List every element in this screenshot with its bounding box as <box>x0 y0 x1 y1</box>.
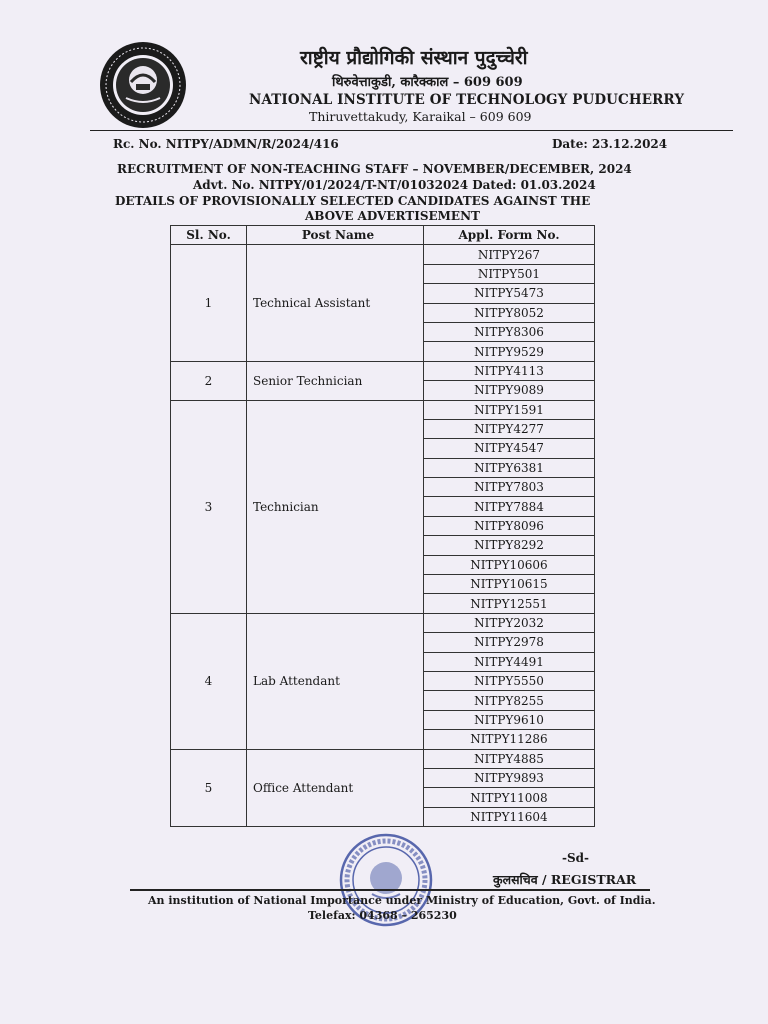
appl-form-no-cell: NITPY4491 <box>424 652 595 671</box>
footer-divider <box>130 889 650 891</box>
table-row <box>171 613 595 632</box>
table-body <box>171 245 595 827</box>
appl-form-no-cell: NITPY501 <box>424 264 595 283</box>
institute-logo <box>98 40 188 130</box>
institute-address-hindi: थिरुवेत्ताकुडी, कारैक्काल – 609 609 <box>332 75 523 90</box>
sl-no-cell: 5 <box>171 749 247 827</box>
post-name-cell: Lab Attendant <box>247 613 424 749</box>
appl-form-no-cell: NITPY9610 <box>424 710 595 729</box>
document-title-line3: DETAILS OF PROVISIONALLY SELECTED CANDIDATES AGAINST THE <box>115 194 591 208</box>
footer-institution-note: An institution of National Importance under Ministry of Education, Govt. of India. <box>148 894 656 907</box>
column-header-appl-form-no: Appl. Form No. <box>424 226 595 245</box>
column-header-post-name: Post Name <box>247 226 424 245</box>
table-header-row <box>171 226 595 245</box>
appl-form-no-cell: NITPY5550 <box>424 671 595 690</box>
document-title-line1: RECRUITMENT OF NON-TEACHING STAFF – NOVEMBER/DECEMBER, 2024 <box>117 162 632 176</box>
post-name-cell: Technical Assistant <box>247 245 424 361</box>
appl-form-no-cell: NITPY9893 <box>424 768 595 787</box>
institute-name-english: NATIONAL INSTITUTE OF TECHNOLOGY PUDUCHERRY <box>249 92 685 108</box>
document-date: Date: 23.12.2024 <box>552 137 668 151</box>
header-divider <box>90 130 733 131</box>
appl-form-no-cell: NITPY7803 <box>424 478 595 497</box>
appl-form-no-cell: NITPY9089 <box>424 381 595 400</box>
reference-number: Rc. No. NITPY/ADMN/R/2024/416 <box>113 137 339 151</box>
appl-form-no-cell: NITPY4277 <box>424 419 595 438</box>
appl-form-no-cell: NITPY8306 <box>424 322 595 341</box>
appl-form-no-cell: NITPY10615 <box>424 575 595 594</box>
footer-telefax: Telefax: 04368 – 265230 <box>308 909 457 922</box>
signature-sd: -Sd- <box>562 851 590 865</box>
appl-form-no-cell: NITPY2032 <box>424 613 595 632</box>
sl-no-cell: 3 <box>171 400 247 613</box>
post-name-cell: Senior Technician <box>247 361 424 400</box>
table-row <box>171 749 595 768</box>
appl-form-no-cell: NITPY2978 <box>424 633 595 652</box>
appl-form-no-cell: NITPY1591 <box>424 400 595 419</box>
appl-form-no-cell: NITPY11604 <box>424 807 595 826</box>
institute-address-english: Thiruvettakudy, Karaikal – 609 609 <box>309 109 532 124</box>
appl-form-no-cell: NITPY4113 <box>424 361 595 380</box>
appl-form-no-cell: NITPY267 <box>424 245 595 264</box>
appl-form-no-cell: NITPY4885 <box>424 749 595 768</box>
appl-form-no-cell: NITPY4547 <box>424 439 595 458</box>
appl-form-no-cell: NITPY11286 <box>424 730 595 749</box>
selected-candidates-table <box>170 225 595 827</box>
appl-form-no-cell: NITPY11008 <box>424 788 595 807</box>
appl-form-no-cell: NITPY12551 <box>424 594 595 613</box>
registrar-title: कुलसचिव / REGISTRAR <box>493 872 637 887</box>
document-title-line4: ABOVE ADVERTISEMENT <box>305 209 480 223</box>
post-name-cell: Office Attendant <box>247 749 424 827</box>
institute-name-hindi: राष्ट्रीय प्रौद्योगिकी संस्थान पुदुच्चेरी <box>300 47 528 69</box>
document-title-line2: Advt. No. NITPY/01/2024/T-NT/01032024 Dated: 01.03.2024 <box>193 178 596 192</box>
sl-no-cell: 1 <box>171 245 247 361</box>
appl-form-no-cell: NITPY10606 <box>424 555 595 574</box>
appl-form-no-cell: NITPY8255 <box>424 691 595 710</box>
table-row <box>171 400 595 419</box>
sl-no-cell: 4 <box>171 613 247 749</box>
appl-form-no-cell: NITPY9529 <box>424 342 595 361</box>
appl-form-no-cell: NITPY7884 <box>424 497 595 516</box>
table-row <box>171 245 595 264</box>
appl-form-no-cell: NITPY8292 <box>424 536 595 555</box>
table-row <box>171 361 595 380</box>
appl-form-no-cell: NITPY6381 <box>424 458 595 477</box>
column-header-sl-no: Sl. No. <box>171 226 247 245</box>
appl-form-no-cell: NITPY8096 <box>424 516 595 535</box>
post-name-cell: Technician <box>247 400 424 613</box>
appl-form-no-cell: NITPY5473 <box>424 284 595 303</box>
sl-no-cell: 2 <box>171 361 247 400</box>
appl-form-no-cell: NITPY8052 <box>424 303 595 322</box>
